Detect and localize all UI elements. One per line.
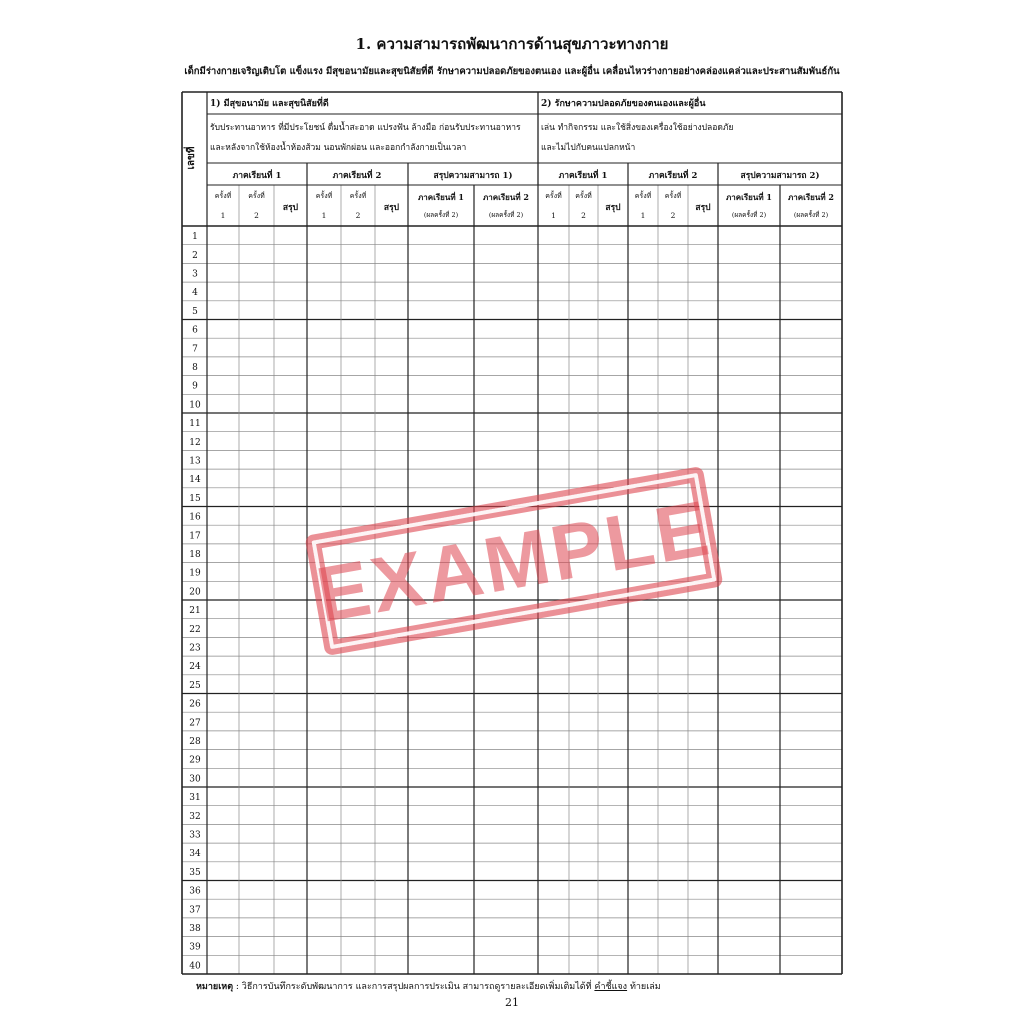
row-number: 20 <box>189 587 201 598</box>
note-label: หมายเหตุ <box>196 982 234 992</box>
page-title: 1. ความสามารถพัฒนาการด้านสุขภาวะทางกาย <box>355 35 669 53</box>
row-number: 12 <box>189 437 201 448</box>
summary-term-note: (ผลครั้งที่ 2) <box>731 211 767 219</box>
row-number: 14 <box>189 475 201 486</box>
attempt-label: ครั้งที่ <box>664 192 682 200</box>
attempt-label: ครั้งที่ <box>545 192 562 200</box>
section2-desc-line2: และไม่ไปกับคนแปลกหน้า <box>541 143 636 153</box>
row-number: 9 <box>192 381 198 392</box>
footer-note <box>196 979 661 993</box>
row-number: 3 <box>192 269 198 280</box>
row-number: 28 <box>189 736 201 747</box>
summary-label: สรุป <box>383 203 400 213</box>
summary-term-label: ภาคเรียนที่ 1 <box>418 192 464 202</box>
summary-label: สรุป <box>605 203 621 213</box>
section1-term1: ภาคเรียนที่ 1 <box>232 171 282 181</box>
row-number: 2 <box>192 250 198 261</box>
summary-term-note: (ผลครั้งที่ 2) <box>423 211 459 219</box>
section1-desc-line2: และหลังจากใช้ห้องน้ำห้องส้วม นอนพักผ่อน และออกกำลังกายเป็นเวลา <box>210 143 467 153</box>
row-number: 30 <box>189 774 201 785</box>
row-number: 8 <box>192 362 198 373</box>
row-number: 4 <box>192 288 198 299</box>
row-number: 34 <box>189 849 201 860</box>
row-number: 1 <box>192 232 198 243</box>
summary-label: สรุป <box>282 203 299 213</box>
row-number: 19 <box>189 568 201 579</box>
attempt-number: 1 <box>551 211 556 220</box>
section1-summary: สรุปความสามารถ 1) <box>433 171 513 181</box>
row-number: 11 <box>189 419 201 430</box>
attempt-number: 2 <box>355 211 361 220</box>
row-number: 21 <box>189 606 201 617</box>
row-number: 7 <box>192 344 198 355</box>
attempt-number: 2 <box>581 211 586 220</box>
section2-term1: ภาคเรียนที่ 1 <box>558 171 608 181</box>
row-number: 24 <box>189 662 201 673</box>
summary-term-label: ภาคเรียนที่ 2 <box>788 192 834 202</box>
row-number: 22 <box>189 624 201 635</box>
attempt-number: 1 <box>220 211 226 220</box>
section2-summary: สรุปความสามารถ 2) <box>740 171 820 181</box>
row-number: 27 <box>189 718 201 729</box>
attempt-label: ครั้งที่ <box>349 192 367 200</box>
row-number: 5 <box>192 306 198 317</box>
summary-label: สรุป <box>695 203 711 213</box>
row-number: 38 <box>189 923 201 934</box>
row-number: 25 <box>189 680 201 691</box>
attempt-number: 2 <box>254 211 259 220</box>
attempt-number: 2 <box>670 211 676 220</box>
attempt-number: 1 <box>321 211 327 220</box>
note-suffix: ท้ายเล่ม <box>627 982 661 992</box>
row-number: 35 <box>189 867 201 878</box>
attempt-label: ครั้งที่ <box>214 192 232 200</box>
row-number: 23 <box>189 643 201 654</box>
attempt-label: ครั้งที่ <box>315 192 333 200</box>
attempt-number: 1 <box>640 211 646 220</box>
note-text: : วิธีการบันทึกระดับพัฒนาการ และการสรุปผลการประเมิน สามารถดูรายละเอียดเพิ่มเติมได้ที่ <box>233 982 595 992</box>
row-number: 13 <box>189 456 201 467</box>
summary-term-label: ภาคเรียนที่ 2 <box>483 192 529 202</box>
row-number: 17 <box>189 531 201 542</box>
section1-desc-line1: รับประทานอาหาร ที่มีประโยชน์ ดื่มน้ำสะอาด แปรงฟัน ล้างมือ ก่อนรับประทานอาหาร <box>210 123 521 133</box>
row-number: 6 <box>192 325 198 336</box>
summary-term-label: ภาคเรียนที่ 1 <box>726 192 772 202</box>
row-number: 26 <box>189 699 201 710</box>
row-number: 36 <box>189 886 201 897</box>
section1-term2: ภาคเรียนที่ 2 <box>332 171 382 181</box>
row-number: 15 <box>189 493 201 504</box>
attempt-label: ครั้งที่ <box>575 192 592 200</box>
note-link[interactable]: คำชี้แจง <box>594 982 628 992</box>
section2-heading: 2) รักษาความปลอดภัยของตนเองและผู้อื่น <box>541 99 706 109</box>
row-number: 33 <box>189 830 201 841</box>
page-subtitle: เด็กมีร่างกายเจริญเติบโต แข็งแรง มีสุขอนามัยและสุขนิสัยที่ดี รักษาความปลอดภัยของตนเอง และผู้อื่น เคลื่อนไหวร่างกายอย่างคล่องแคล่วและประสานสัมพันธ์กัน <box>184 66 840 77</box>
page-number: 21 <box>505 996 519 1009</box>
number-column-header: เลขที่ <box>186 146 197 170</box>
row-number: 32 <box>189 811 201 822</box>
row-number: 18 <box>189 549 201 560</box>
attempt-label: ครั้งที่ <box>634 192 652 200</box>
row-number: 10 <box>189 400 201 411</box>
section2-term2: ภาคเรียนที่ 2 <box>648 171 698 181</box>
row-number: 39 <box>189 942 201 953</box>
row-number: 40 <box>189 961 201 972</box>
row-number: 29 <box>189 755 201 766</box>
attempt-label: ครั้งที่ <box>248 192 265 200</box>
row-number: 16 <box>189 512 201 523</box>
row-number: 31 <box>189 793 201 804</box>
summary-term-note: (ผลครั้งที่ 2) <box>793 211 829 219</box>
example-stamp-text: EXAMPLE <box>310 482 718 639</box>
section2-desc-line1: เล่น ทำกิจกรรม และใช้สิ่งของเครื่องใช้อย่างปลอดภัย <box>541 123 734 133</box>
summary-term-note: (ผลครั้งที่ 2) <box>488 211 524 219</box>
row-number: 37 <box>189 905 201 916</box>
section1-heading: 1) มีสุขอนามัย และสุขนิสัยที่ดี <box>210 99 329 109</box>
